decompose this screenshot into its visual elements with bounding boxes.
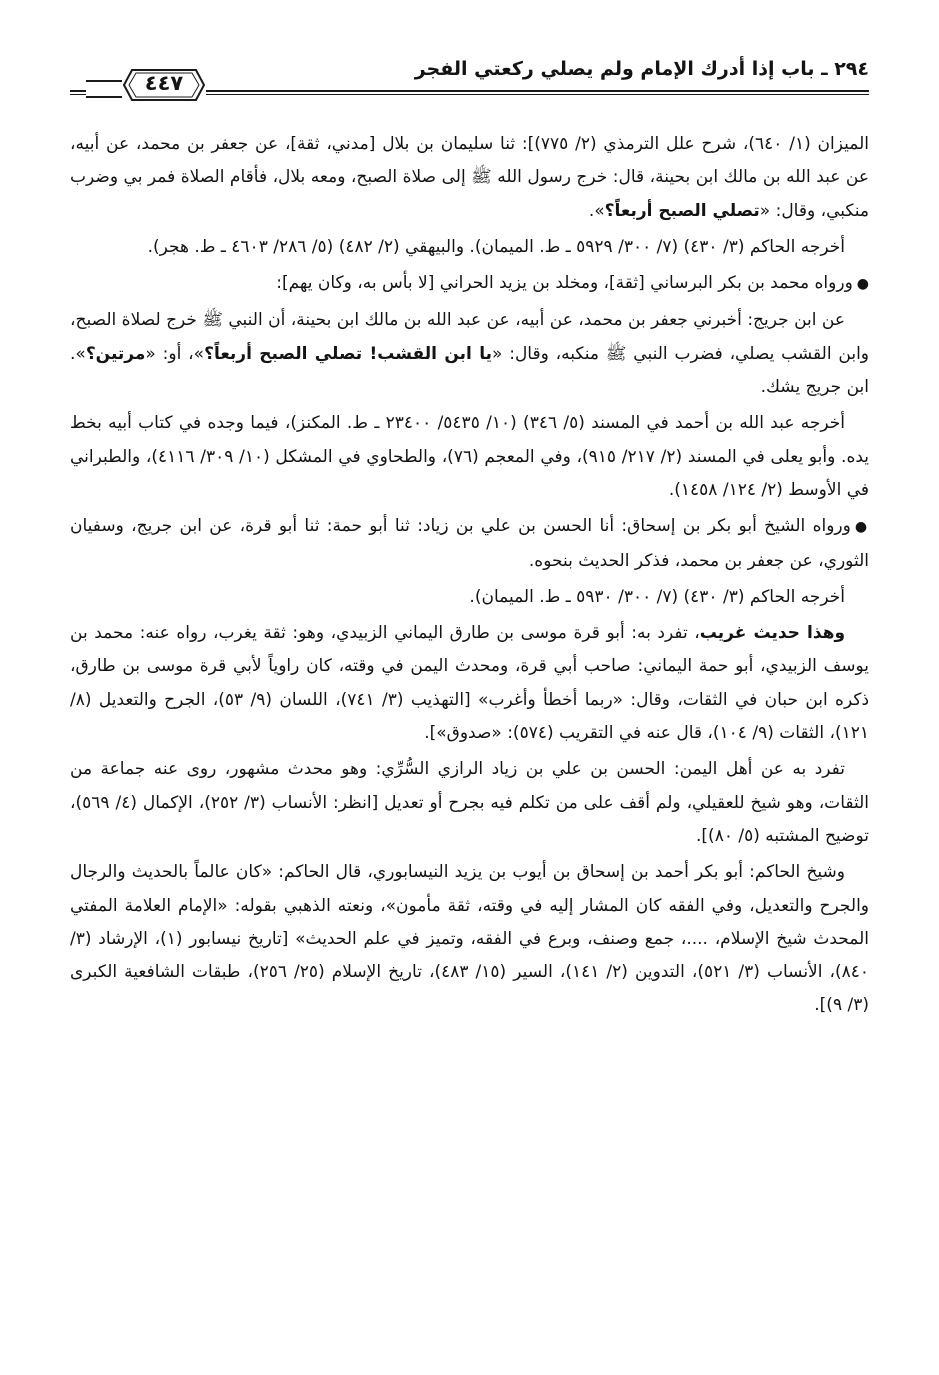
paragraph-10: [70, 856, 869, 1022]
paragraph-9: [70, 753, 869, 853]
paragraph-text: ، تفرد به: أبو قرة موسى بن طارق اليماني الزبيدي، وهو: ثقة يغرب، رواه عنه: محمد بن يوسف الزبيدي، أبو حمة اليماني: صاحب أبي قرة، ومحدث اليمن في وقته، كان راوياً لأبي قرة موسى بن طارق، ذكره ابن حبان في الثقات، وقال: «ربما أخطأ وأغرب» [التهذيب (٣/ ٧٤١)، اللسان (٩/ ٥٣)، الجرح والتعديل (٨/ ١٢١)، الثقات (٩/ ١٠٤)، قال عنه في التقريب (٥٧٤): «صدوق»].: [70, 623, 870, 744]
paragraph-4: [70, 304, 869, 404]
paragraph-text: ». ابن جريج يشك.: [70, 343, 869, 398]
paragraph-3: [70, 267, 869, 301]
paragraph-text: أخرجه عبد الله بن أحمد في المسند (٥/ ٣٤٦) (١٠/ ٥٤٣٥/ ٢٣٤٠٠ ـ ط. المكنز)، فيما وجده في كتاب أبيه بخط يده. وأبو يعلى في المسند (٢/ ٢١٧/ ٩١٥)، وفي المعجم (٧٦)، والطحاوي في المشكل (١٠/ ٣٠٩/ ٤١١٦)، والطبراني في الأوسط (٢/ ١٢٤/ ١٤٥٨).: [70, 413, 870, 500]
paragraph-text: تفرد به عن أهل اليمن: الحسن بن علي بن زياد الرازي السُّرِّي: وهو محدث مشهور، روى عنه جماعة من الثقات، وهو شيخ للعقيلي، ولم أقف على من تكلم فيه بجرح أو تعديل [انظر: الأنساب (٣/ ٢٥٢)، الإكمال (٤/ ٥٦٩)، توضيح المشتبه (٥/ ٨٠)].: [70, 759, 869, 846]
paragraph-text: ».: [588, 200, 605, 221]
bullet-icon: ●: [856, 276, 869, 293]
running-title: ٢٩٤ ـ باب إذا أدرك الإمام ولم يصلي ركعتي الفجر: [414, 58, 869, 80]
paragraph-5: [70, 407, 869, 507]
paragraph-7: [70, 581, 869, 614]
emphasis-text: وهذا حديث غريب: [699, 623, 846, 644]
paragraph-text: أخرجه الحاكم (٣/ ٤٣٠) (٧/ ٣٠٠/ ٥٩٢٩ ـ ط. الميمان). والبيهقي (٢/ ٤٨٢) (٥/ ٢٨٦/ ٤٦٠٣ ـ ط. هجر).: [147, 236, 845, 257]
page-number: ٤٤٧: [144, 71, 184, 95]
emphasis-text: مرتين؟: [85, 343, 146, 364]
paragraph-1: [70, 128, 869, 228]
paragraph-text: أخرجه الحاكم (٣/ ٤٣٠) (٧/ ٣٠٠/ ٥٩٣٠ ـ ط. الميمان).: [469, 586, 845, 607]
page-header: [70, 56, 869, 104]
emphasis-text: تصلي الصبح أربعاً؟: [604, 200, 760, 221]
page-number-frame: [122, 68, 206, 102]
header-ornament-lines: [86, 80, 122, 98]
emphasis-text: يا ابن القشب! تصلي الصبح أربعاً؟: [204, 343, 492, 364]
paragraph-text: الميزان (١/ ٦٤٠)، شرح علل الترمذي (٢/ ٧٧٥)]: ثنا سليمان بن بلال [مدني، ثقة]، عن جعفر بن محمد، عن أبيه، عن عبد الله بن مالك ابن بحينة، قال: خرج رسول الله ﷺ إلى صلاة الصبح، ومعه بلال، فأقام الصلاة فمر بي وضرب منكبي، وقال: «: [70, 134, 869, 221]
paragraph-2: [70, 231, 869, 264]
paragraph-text: ورواه الشيخ أبو بكر بن إسحاق: أنا الحسن بن علي بن زياد: ثنا أبو حمة: ثنا أبو قرة، عن ابن جريج، وسفيان الثوري، عن جعفر بن محمد، فذكر الحديث بنحوه.: [70, 516, 869, 571]
paragraph-6: [70, 510, 869, 578]
paragraph-text: ورواه محمد بن بكر البرساني [ثقة]، ومخلد بن يزيد الحراني [لا بأس به، وكان يهم]:: [276, 273, 853, 294]
paragraph-text: عن ابن جريج: أخبرني جعفر بن محمد، عن أبيه، عن عبد الله بن مالك ابن بحينة، أن النبي ﷺ خرج لصلاة الصبح، وابن القشب يصلي، فضرب النبي ﷺ منكبه، وقال: «: [70, 310, 870, 364]
paragraph-8: [70, 617, 869, 750]
paragraph-text: »، أو: «: [145, 343, 205, 364]
bullet-icon: ●: [854, 519, 869, 536]
paragraph-text: وشيخ الحاكم: أبو بكر أحمد بن إسحاق بن أيوب بن يزيد النيسابوري، قال الحاكم: «كان عالماً بالحديث والرجال والجرح والتعديل، وفي الفقه كان المشار إليه في وقته، ثقة مأمون»، ونعته الذهبي بقوله: «الإمام العلامة المفتي المحدث شيخ الإسلام، ....، جمع وصنف، وبرع في الفقه، وتميز في علم الحديث» [تاريخ نيسابور (١)، الإرشاد (٣/ ٨٤٠)، الأنساب (٣/ ٥٢١)، التدوين (٢/ ١٤١)، السير (١٥/ ٤٨٣)، تاريخ الإسلام (٢٥/ ٢٥٦)، طبقات الشافعية الكبرى (٣/ ٩)].: [70, 862, 870, 1016]
main-text: [70, 128, 869, 1026]
